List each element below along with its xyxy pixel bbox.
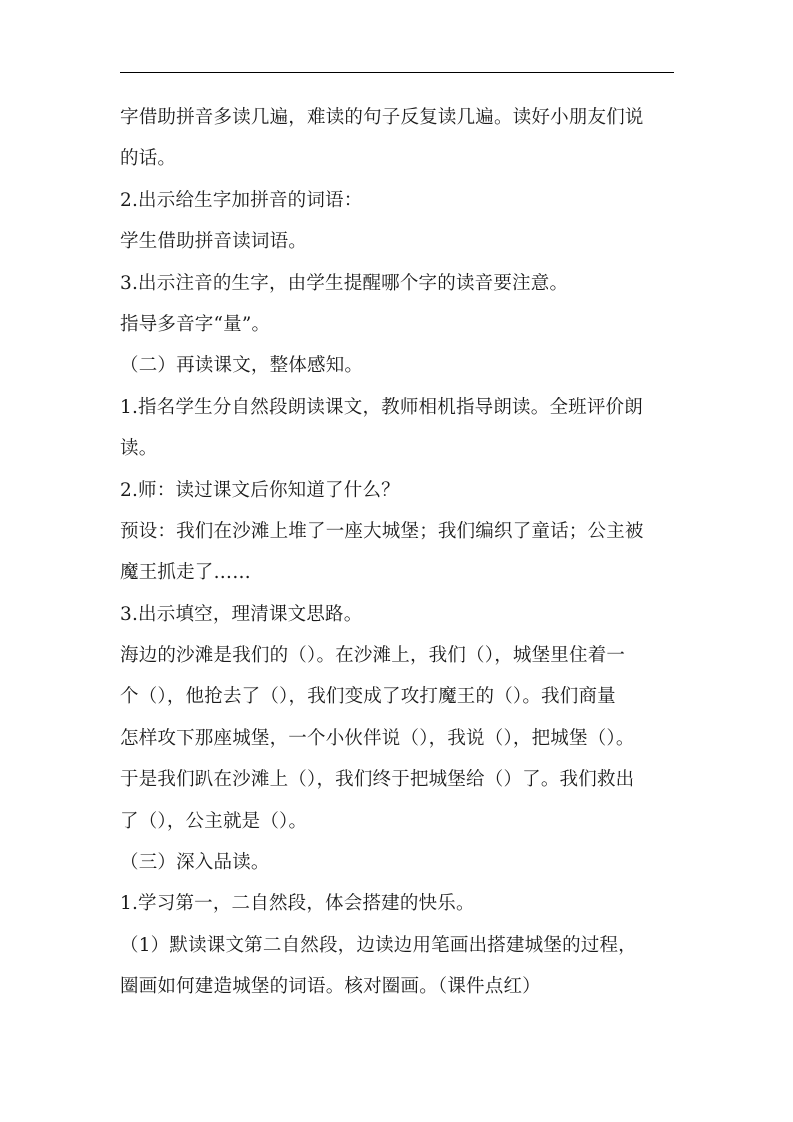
text-line: 3.出示填空，理清课文思路。 xyxy=(120,603,363,625)
text-line: 的话。 xyxy=(120,148,177,170)
text-line: 1.指名学生分自然段朗读课文，教师相机指导朗读。全班评价朗 xyxy=(120,396,643,418)
text-line: 1.学习第一，二自然段，体会搭建的快乐。 xyxy=(120,893,475,915)
fill-blank-line: 了（），公主就是（）。 xyxy=(120,810,308,832)
document-body xyxy=(120,97,680,1008)
fill-blank-line: 海边的沙滩是我们的（）。在沙滩上，我们（），城堡里住着一 xyxy=(120,645,626,667)
header-rule xyxy=(120,72,674,73)
text-line: 指导多音字“量”。 xyxy=(120,313,271,335)
text-line: 字借助拼音多读几遍，难读的句子反复读几遍。读好小朋友们说 xyxy=(120,107,644,128)
text-line: 读。 xyxy=(120,438,158,460)
text-line: 预设：我们在沙滩上堆了一座大城堡；我们编织了童话；公主被 xyxy=(120,520,644,542)
fill-blank-line: 个（），他抢去了（），我们变成了攻打魔王的（）。我们商量 xyxy=(120,686,616,708)
fill-blank-line: 怎样攻下那座城堡，一个小伙伴说（），我说（），把城堡（）。 xyxy=(120,727,635,749)
text-line: 2.师：读过课文后你知道了什么？ xyxy=(120,479,400,501)
text-line: 圈画如何建造城堡的词语。核对圈画。（课件点红） xyxy=(120,976,541,998)
fill-blank-line: 于是我们趴在沙滩上（），我们终于把城堡给（）了。我们救出 xyxy=(120,769,635,791)
text-line: 学生借助拼音读词语。 xyxy=(120,231,308,253)
text-line: 魔王抓走了…… xyxy=(120,562,251,584)
text-line: （1）默读课文第二自然段，边读边用笔画出搭建城堡的过程， xyxy=(120,934,637,956)
section-heading: （二）再读课文，整体感知。 xyxy=(120,355,364,377)
section-heading: （三）深入品读。 xyxy=(120,852,270,874)
text-line: 2.出示给生字加拼音的词语： xyxy=(120,189,363,211)
text-line: 3.出示注音的生字，由学生提醒哪个字的读音要注意。 xyxy=(120,272,569,294)
